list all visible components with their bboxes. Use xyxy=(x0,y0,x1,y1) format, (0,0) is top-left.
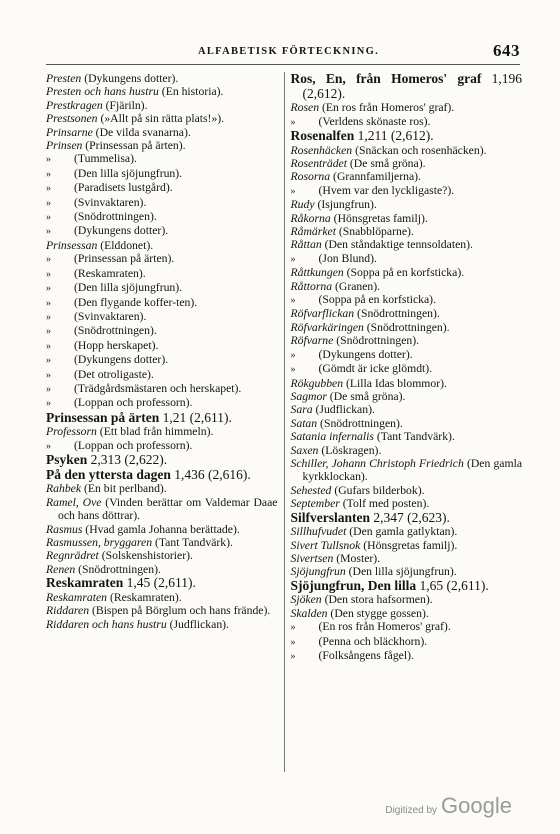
index-entry xyxy=(291,212,523,225)
ditto-mark: » xyxy=(46,154,51,166)
entry-reference: (En historia). xyxy=(158,85,224,99)
index-entry xyxy=(46,604,278,617)
entry-title: Presten xyxy=(46,72,82,85)
entry-reference: (Prinsessan på ärten). xyxy=(82,139,186,153)
entry-title: Sivertsen xyxy=(290,551,334,565)
index-entry xyxy=(291,593,523,606)
entry-title: Råmärket xyxy=(290,225,336,239)
entry-reference: (Penna och bläckhorn). xyxy=(318,634,428,648)
index-entry xyxy=(46,453,278,468)
entry-reference: (Paradisets lustgård). xyxy=(74,181,173,195)
entry-reference: (Svinvaktaren). xyxy=(74,195,147,209)
entry-reference: (Svinvaktaren). xyxy=(74,309,147,323)
entry-reference: (Gufars bilderbok). xyxy=(331,483,425,497)
index-entry xyxy=(46,99,278,112)
index-entry xyxy=(291,565,523,578)
ditto-mark: » xyxy=(46,383,51,395)
index-entry xyxy=(291,607,523,620)
entry-title: Ros, En, från Homeros' graf xyxy=(290,72,482,86)
entry-reference: (»Allt på sin rätta plats!»). xyxy=(97,112,225,126)
entry-reference: 1,21 (2,611). xyxy=(159,409,232,425)
index-entry xyxy=(46,85,278,98)
index-entry xyxy=(46,167,278,181)
index-entry xyxy=(291,321,523,334)
digitized-by-text: Digitized by xyxy=(385,805,438,816)
entry-reference: (Den lilla sjöjungfrun). xyxy=(74,281,183,295)
ditto-mark: » xyxy=(46,311,51,323)
entry-reference: (Den stygge gossen). xyxy=(327,606,429,620)
ditto-mark: » xyxy=(46,183,51,195)
entry-reference: (Soppa på en korfsticka). xyxy=(318,293,436,307)
index-entry xyxy=(291,238,523,251)
index-entry xyxy=(291,539,523,552)
ditto-mark: » xyxy=(46,168,51,180)
entry-reference: (Den stora hafsormen). xyxy=(321,593,433,607)
index-entry xyxy=(46,549,278,562)
entry-title: Rökgubben xyxy=(290,376,344,390)
entry-reference: (En ros från Homeros' graf). xyxy=(319,101,455,115)
index-entry xyxy=(291,444,523,457)
entry-title: Rosenhäcken xyxy=(290,143,353,157)
entry-reference: (Den ståndaktige tennsoldaten). xyxy=(321,238,473,252)
ditto-mark: » xyxy=(46,226,51,238)
entry-reference: (Moster). xyxy=(333,551,381,565)
entry-reference: (Verldens skönaste ros). xyxy=(318,114,431,128)
entry-title: Rosenalfen xyxy=(290,128,355,143)
index-entry xyxy=(291,552,523,565)
ditto-mark: » xyxy=(46,254,51,266)
entry-title: Råttorna xyxy=(290,279,333,293)
entry-title: Råttan xyxy=(290,238,322,252)
entry-reference: (Bispen på Börglum och hans frände). xyxy=(89,604,271,618)
index-entry xyxy=(46,152,278,166)
ditto-mark: » xyxy=(290,636,296,648)
entry-reference: (Fjäriln). xyxy=(102,98,148,112)
ditto-mark: » xyxy=(46,340,51,352)
entry-reference: (Reskamraten). xyxy=(107,590,182,604)
left-column xyxy=(46,72,284,772)
index-entry xyxy=(46,196,278,210)
entry-title: Sivert Tullsnok xyxy=(290,538,361,552)
index-entry xyxy=(46,496,278,523)
entry-title: Rudy xyxy=(290,198,315,212)
entry-reference: (Dykungens dotter). xyxy=(74,224,169,238)
index-entry xyxy=(291,390,523,403)
entry-reference: (Loppan och professorn). xyxy=(74,396,193,410)
entry-reference: (Tolf med posten). xyxy=(339,497,430,511)
entry-title: Sara xyxy=(290,403,313,417)
index-entry xyxy=(291,417,523,430)
entry-reference: (Folksångens fågel). xyxy=(318,649,414,662)
entry-reference: 1,436 (2,616). xyxy=(170,466,251,482)
index-entry xyxy=(46,591,278,604)
entry-title: Satania infernalis xyxy=(290,430,374,444)
index-entry xyxy=(46,324,278,338)
entry-reference: (Hvad gamla Johanna berättade). xyxy=(82,522,240,536)
index-entry xyxy=(291,225,523,238)
entry-title: Röfvarkäringen xyxy=(290,320,364,334)
entry-reference: (Snödrottningen). xyxy=(333,334,420,348)
entry-title: Sehested xyxy=(290,483,332,497)
entry-reference: (Ett blad från himmeln). xyxy=(96,425,214,439)
entry-title: Renen xyxy=(46,562,76,576)
index-entry xyxy=(291,72,523,101)
entry-reference: (Dykungens dotter). xyxy=(74,353,169,367)
index-entry xyxy=(46,468,278,483)
entry-reference: 2,313 (2,622). xyxy=(87,452,168,468)
entry-reference: (Snödrottningen). xyxy=(74,210,157,224)
entry-reference: (Den gamla gatlyktan). xyxy=(346,525,458,539)
index-entry xyxy=(46,181,278,195)
page-number: 643 xyxy=(493,41,520,60)
digitization-footer xyxy=(385,793,512,819)
right-column xyxy=(284,72,523,772)
entry-title: Sagmor xyxy=(290,389,327,403)
entry-title: Prestsonen xyxy=(46,112,98,126)
entry-reference: (En bit perlband). xyxy=(81,482,167,496)
ditto-mark: » xyxy=(46,283,51,295)
entry-reference: (Soppa på en korfsticka). xyxy=(343,266,465,280)
index-entry xyxy=(291,266,523,279)
entry-reference: (Lilla Idas blommor). xyxy=(343,376,447,390)
entry-title: Rosorna xyxy=(290,170,331,184)
index-entry xyxy=(46,139,278,152)
entry-reference: 2,347 (2,623). xyxy=(370,509,450,525)
index-entry xyxy=(291,579,523,594)
entry-reference: (Hvem var den lyckligaste?). xyxy=(318,183,455,197)
entry-reference: (Vinden berättar om Valdemar Daae och hans döttrar). xyxy=(58,495,278,523)
index-entry xyxy=(46,368,278,382)
index-entry xyxy=(291,334,523,347)
entry-title: Prinsessan på ärten xyxy=(46,409,160,425)
index-entry xyxy=(291,377,523,390)
index-entry xyxy=(291,362,523,376)
ditto-mark: » xyxy=(46,297,51,309)
entry-reference: (Hönsgretas familj). xyxy=(330,211,428,225)
entry-reference: (De vilda svanarna). xyxy=(92,125,191,139)
entry-title: Regnrädret xyxy=(46,549,99,563)
entry-title: Råkorna xyxy=(290,211,331,225)
entry-reference: (De små gröna). xyxy=(346,157,426,170)
page-header xyxy=(48,40,520,62)
index-entry xyxy=(46,576,278,591)
entry-reference: (Snödrottningen). xyxy=(354,307,440,321)
index-entry xyxy=(46,618,278,631)
index-entry xyxy=(46,411,278,426)
index-entry xyxy=(291,484,523,497)
ditto-mark: » xyxy=(46,369,51,381)
entry-reference: (Den lilla sjöjungfrun). xyxy=(74,166,183,180)
entry-title: Prinsarne xyxy=(46,125,93,139)
entry-reference: (Isjungfrun). xyxy=(314,198,377,212)
entry-reference: (Snödrottningen). xyxy=(363,320,450,334)
entry-reference: (Elddonet). xyxy=(97,238,154,252)
running-title: ALFABETISK FÖRTECKNING. xyxy=(198,45,380,57)
ditto-mark: » xyxy=(290,349,296,361)
entry-reference: (De små gröna). xyxy=(326,389,406,403)
index-entry xyxy=(291,635,523,649)
entry-reference: 1,45 (2,611). xyxy=(123,575,196,591)
index-entry xyxy=(46,239,278,252)
entry-reference: (Tant Tandvärk). xyxy=(152,535,233,549)
ditto-mark: » xyxy=(46,398,51,410)
index-entry xyxy=(46,536,278,549)
index-entry xyxy=(291,184,523,198)
entry-title: Satan xyxy=(290,416,318,430)
index-entry xyxy=(291,157,523,170)
entry-reference: 1,211 (2,612). xyxy=(354,128,434,143)
entry-title: Reskamraten xyxy=(46,575,124,591)
entry-reference: (Prinsessan på ärten). xyxy=(74,252,175,266)
index-entry xyxy=(46,439,278,453)
index-entry xyxy=(291,307,523,320)
index-entry xyxy=(291,293,523,307)
index-entry xyxy=(46,310,278,324)
index-entry xyxy=(46,210,278,224)
index-entry xyxy=(46,126,278,139)
entry-reference: (Tummelisa). xyxy=(74,152,137,166)
entry-title: Schiller, Johann Christoph Friedrich xyxy=(290,456,464,470)
entry-reference: (Snödrottningen). xyxy=(74,324,157,338)
ditto-mark: » xyxy=(290,364,296,376)
entry-reference: (Reskamraten). xyxy=(74,266,146,280)
entry-reference: (Granen). xyxy=(332,279,381,293)
entry-reference: (Tant Tandvärk). xyxy=(373,430,455,444)
index-entry xyxy=(46,252,278,266)
entry-reference: (Den flygande koffer-ten). xyxy=(74,295,198,309)
header-rule xyxy=(46,64,520,65)
entry-reference: (Judflickan). xyxy=(166,617,229,631)
entry-reference: (Snabblöparne). xyxy=(335,225,414,239)
entry-reference: (Det otroligaste). xyxy=(74,367,154,381)
entry-reference: 1,65 (2,611). xyxy=(416,577,489,593)
entry-reference: (Judflickan). xyxy=(312,403,375,417)
entry-title: Rasmussen, bryggaren xyxy=(46,535,153,549)
index-entry xyxy=(291,198,523,211)
index-entry xyxy=(46,563,278,576)
index-entry xyxy=(291,144,523,157)
entry-reference: (Löskragen). xyxy=(318,443,382,457)
entry-title: Skalden xyxy=(290,606,328,620)
entry-title: Rahbek xyxy=(46,482,82,496)
entry-title: Rasmus xyxy=(46,522,83,536)
index-entry xyxy=(291,348,523,362)
entry-reference: (Hönsgretas familj). xyxy=(360,538,458,552)
entry-reference: (Den gamla kyrkklockan). xyxy=(302,456,522,484)
entry-reference: 1,196 (2,612). xyxy=(302,72,522,101)
entry-title: Silfverslanten xyxy=(290,509,370,525)
index-entry xyxy=(46,224,278,238)
entry-title: Rosenträdet xyxy=(290,157,347,170)
index-entry xyxy=(291,620,523,634)
entry-reference: (Solskenshistorier). xyxy=(98,549,193,563)
index-entry xyxy=(46,281,278,295)
index-entry xyxy=(291,525,523,538)
entry-title: Råttkungen xyxy=(290,266,344,280)
index-entry xyxy=(291,497,523,510)
index-entry xyxy=(46,72,278,85)
ditto-mark: » xyxy=(290,651,296,662)
index-entry xyxy=(46,425,278,438)
ditto-mark: » xyxy=(290,253,296,265)
entry-title: Sjöken xyxy=(290,593,322,607)
index-entry xyxy=(291,115,523,129)
entry-reference: (En ros från Homeros' graf). xyxy=(318,620,451,634)
ditto-mark: » xyxy=(46,355,51,367)
entry-reference: (Den lilla sjöjungfrun). xyxy=(345,565,457,579)
entry-title: Prestkragen xyxy=(46,98,103,112)
entry-reference: (Jon Blund). xyxy=(318,251,377,265)
entry-title: Sjöjungfrun xyxy=(290,565,346,579)
entry-reference: (Snäckan och rosenhäcken). xyxy=(352,143,487,157)
index-entry xyxy=(46,482,278,495)
entry-reference: (Dykungens dotter). xyxy=(318,347,413,361)
entry-title: Sjöjungfrun, Den lilla xyxy=(290,577,417,593)
index-entry xyxy=(46,523,278,536)
entry-title: Saxen xyxy=(290,443,319,457)
entry-reference: (Snödrottningen). xyxy=(75,562,161,576)
entry-title: Röfvarflickan xyxy=(290,307,355,321)
index-entry xyxy=(291,252,523,266)
ditto-mark: » xyxy=(46,326,51,338)
index-entry xyxy=(291,280,523,293)
index-entry xyxy=(46,339,278,353)
entry-reference: (Snödrottningen). xyxy=(317,416,403,430)
ditto-mark: » xyxy=(290,185,296,197)
ditto-mark: » xyxy=(46,197,51,209)
entry-reference: (Loppan och professorn). xyxy=(74,438,193,452)
entry-title: På den yttersta dagen xyxy=(46,466,171,482)
entry-title: Psyken xyxy=(46,452,88,468)
entry-title: Riddaren och hans hustru xyxy=(46,617,167,631)
entry-title: Professorn xyxy=(46,425,97,439)
index-entry xyxy=(291,129,523,144)
entry-title: Rosen xyxy=(290,101,320,115)
index-entry xyxy=(46,267,278,281)
index-entry xyxy=(291,511,523,526)
entry-reference: (Hopp herskapet). xyxy=(74,338,159,352)
entry-title: Prinsessan xyxy=(46,238,98,252)
index-columns xyxy=(46,72,522,772)
entry-title: Reskamraten xyxy=(46,590,108,604)
google-logo: Google xyxy=(441,793,512,818)
ditto-mark: » xyxy=(46,440,51,452)
entry-reference: (Grannfamiljerna). xyxy=(330,170,421,184)
index-entry xyxy=(291,403,523,416)
entry-title: Presten och hans hustru xyxy=(46,85,159,99)
index-entry xyxy=(291,457,523,484)
index-entry xyxy=(46,382,278,396)
entry-reference: (Dykungens dotter). xyxy=(81,72,179,85)
entry-title: Sillhufvudet xyxy=(290,525,347,539)
entry-title: September xyxy=(290,497,340,511)
index-entry xyxy=(291,430,523,443)
entry-title: Röfvarne xyxy=(290,334,334,348)
index-entry xyxy=(291,101,523,114)
index-entry xyxy=(46,396,278,410)
ditto-mark: » xyxy=(46,268,51,280)
ditto-mark: » xyxy=(290,622,296,634)
index-entry xyxy=(46,112,278,125)
index-entry xyxy=(291,170,523,183)
entry-reference: (Gömdt är icke glömdt). xyxy=(318,362,433,376)
ditto-mark: » xyxy=(290,116,296,128)
entry-title: Prinsen xyxy=(46,139,83,153)
ditto-mark: » xyxy=(46,212,51,224)
index-entry xyxy=(46,296,278,310)
index-entry xyxy=(46,353,278,367)
entry-title: Ramel, Ove xyxy=(46,495,102,509)
index-entry xyxy=(291,649,523,663)
ditto-mark: » xyxy=(290,295,296,307)
entry-reference: (Trädgårdsmästaren och herskapet). xyxy=(74,381,242,395)
entry-title: Riddaren xyxy=(46,604,90,618)
